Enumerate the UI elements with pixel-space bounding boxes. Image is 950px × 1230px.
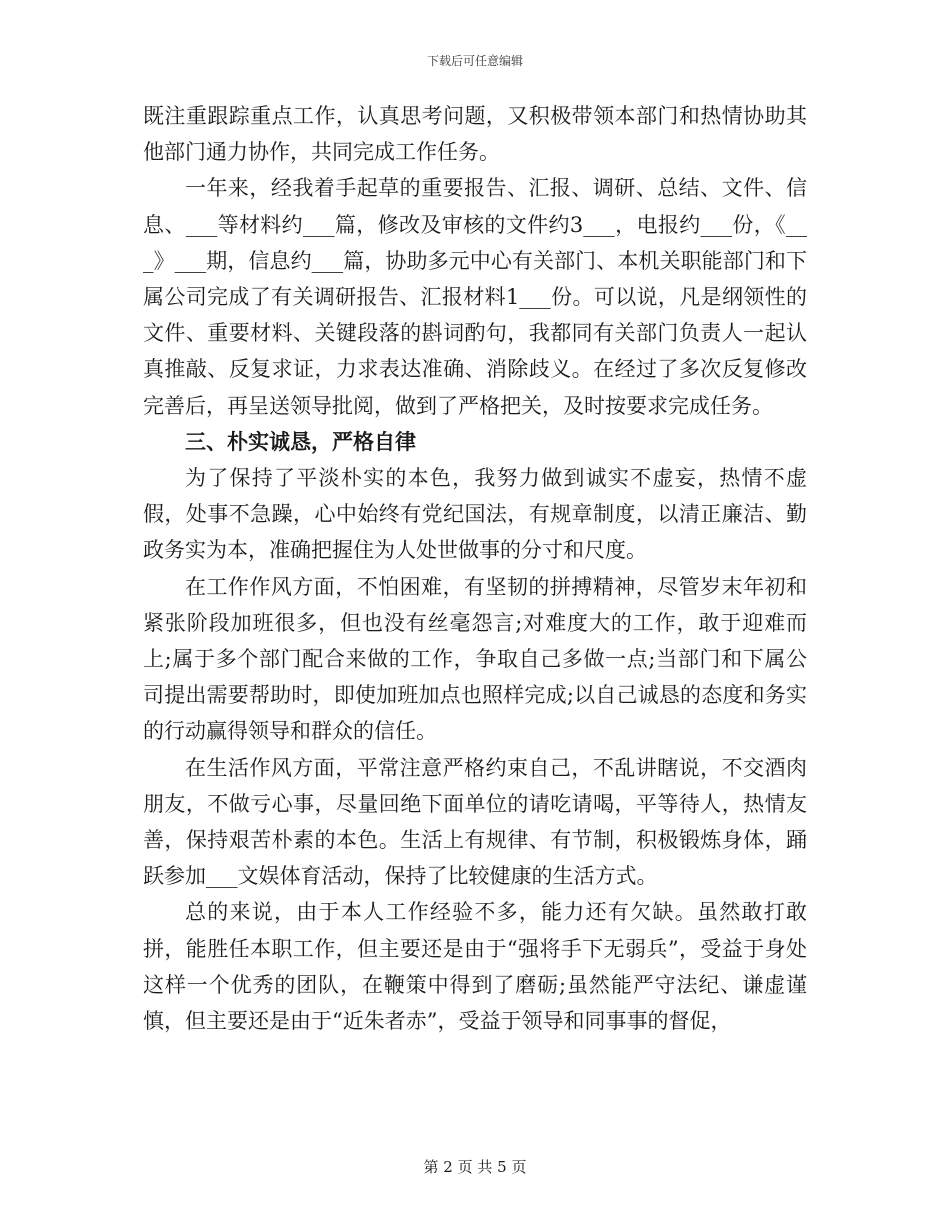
page-header-note: 下载后可任意编辑: [426, 54, 523, 68]
section-heading-self-discipline: 三、朴实诚恳，严格自律: [185, 428, 416, 454]
paragraph-drafting-summary: 一年来，经我着手起草的重要报告、汇报、调研、总结、文件、信息、___等材料约___篇，修改及审核的文件约3___，电报约___份，《___》___期，信息约___篇，协助多元中心有关部门、本机关职能部门和下属公司完成了有关调研报告、汇报材料1___份。可以说，凡是纲领性的文件、重要材料、关键段落的斟词酌句，我都同有关部门负责人一起认真推敲、反复求证，力求表达准确、消除歧义。在经过了多次反复修改完善后，再呈送领导批阅，做到了严格把关，及时按要求完成任务。: [143, 176, 807, 418]
paragraph-life-style: 在生活作风方面，平常注意严格约束自己，不乱讲瞎说，不交酒肉朋友，不做亏心事，尽量回绝下面单位的请吃请喝，平等待人，热情友善，保持艰苦朴素的本色。生活上有规律、有节制，积极锻炼身体，踊跃参加___文娱体育活动，保持了比较健康的生活方式。: [143, 755, 807, 889]
page-number: 第 2 页 共 5 页: [423, 1158, 527, 1176]
paragraph-work-coordination: 既注重跟踪重点工作，认真思考问题，又积极带领本部门和热情协助其他部门通力协作，共同完成工作任务。: [143, 104, 807, 165]
document-body: [143, 98, 807, 1039]
paragraph-conclusion: 总的来说，由于本人工作经验不多，能力还有欠缺。虽然敢打敢拼，能胜任本职工作，但主要还是由于“强将手下无弱兵”，受益于身处这样一个优秀的团队，在鞭策中得到了磨砺;虽然能严守法纪、谦虚谨慎，但主要还是由于“近朱者赤”，受益于领导和同事事的督促，: [143, 900, 807, 1034]
paragraph-work-style: 在工作作风方面，不怕困难，有坚韧的拼搏精神，尽管岁末年初和紧张阶段加班很多，但也没有丝毫怨言;对难度大的工作，敢于迎难而上;属于多个部门配合来做的工作，争取自己多做一点;当部门和下属公司提出需要帮助时，即使加班加点也照样完成;以自己诚恳的态度和务实的行动赢得领导和群众的信任。: [143, 574, 807, 744]
paragraph-honesty: 为了保持了平淡朴实的本色，我努力做到诚实不虚妄，热情不虚假，处事不急躁，心中始终有党纪国法，有规章制度，以清正廉洁、勤政务实为本，准确把握住为人处世做事的分寸和尺度。: [143, 466, 807, 563]
